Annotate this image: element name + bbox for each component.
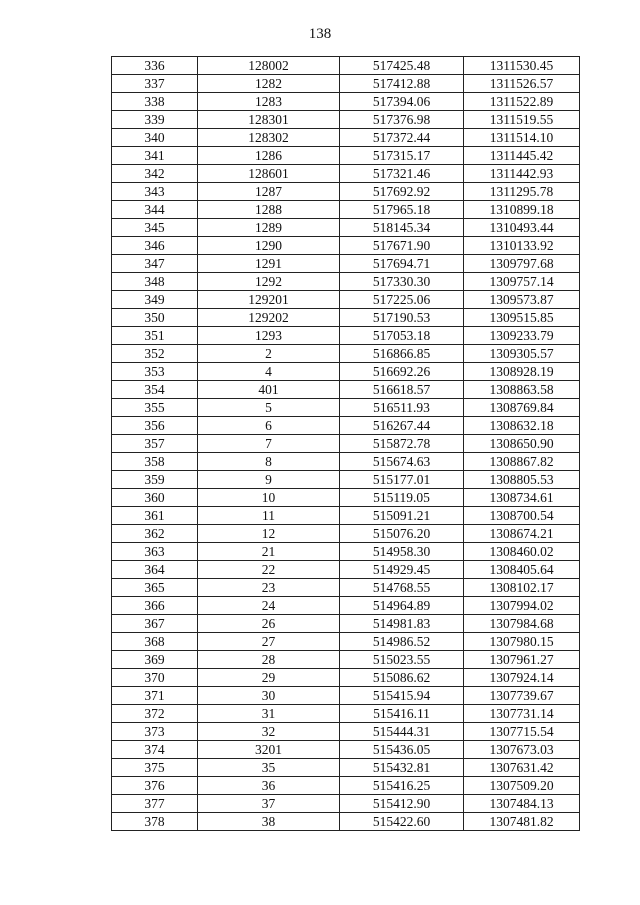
table-row <box>112 543 580 561</box>
y-coordinate-cell: 1307509.20 <box>464 777 580 795</box>
point-number-cell: 1293 <box>198 327 340 345</box>
point-number-cell: 38 <box>198 813 340 831</box>
table-row <box>112 165 580 183</box>
x-coordinate-cell: 515422.60 <box>340 813 464 831</box>
point-number-cell: 10 <box>198 489 340 507</box>
table-row <box>112 669 580 687</box>
point-number-cell: 5 <box>198 399 340 417</box>
point-number-cell: 32 <box>198 723 340 741</box>
point-number-cell: 128002 <box>198 57 340 75</box>
table-row <box>112 561 580 579</box>
table-row <box>112 651 580 669</box>
row-index-cell: 372 <box>112 705 198 723</box>
row-index-cell: 337 <box>112 75 198 93</box>
y-coordinate-cell: 1311519.55 <box>464 111 580 129</box>
point-number-cell: 3201 <box>198 741 340 759</box>
y-coordinate-cell: 1309757.14 <box>464 273 580 291</box>
point-number-cell: 31 <box>198 705 340 723</box>
y-coordinate-cell: 1308867.82 <box>464 453 580 471</box>
y-coordinate-cell: 1308863.58 <box>464 381 580 399</box>
row-index-cell: 349 <box>112 291 198 309</box>
table-row <box>112 435 580 453</box>
point-number-cell: 1286 <box>198 147 340 165</box>
x-coordinate-cell: 517315.17 <box>340 147 464 165</box>
point-number-cell: 129202 <box>198 309 340 327</box>
row-index-cell: 358 <box>112 453 198 471</box>
row-index-cell: 362 <box>112 525 198 543</box>
y-coordinate-cell: 1308632.18 <box>464 417 580 435</box>
y-coordinate-cell: 1311442.93 <box>464 165 580 183</box>
row-index-cell: 360 <box>112 489 198 507</box>
row-index-cell: 345 <box>112 219 198 237</box>
y-coordinate-cell: 1307924.14 <box>464 669 580 687</box>
row-index-cell: 361 <box>112 507 198 525</box>
x-coordinate-cell: 514986.52 <box>340 633 464 651</box>
point-number-cell: 36 <box>198 777 340 795</box>
table-row <box>112 237 580 255</box>
x-coordinate-cell: 517412.88 <box>340 75 464 93</box>
table-row <box>112 363 580 381</box>
table-row <box>112 759 580 777</box>
row-index-cell: 348 <box>112 273 198 291</box>
row-index-cell: 350 <box>112 309 198 327</box>
row-index-cell: 363 <box>112 543 198 561</box>
table-row <box>112 471 580 489</box>
x-coordinate-cell: 517692.92 <box>340 183 464 201</box>
coordinates-table-body <box>112 57 580 831</box>
table-row <box>112 813 580 831</box>
x-coordinate-cell: 516618.57 <box>340 381 464 399</box>
row-index-cell: 340 <box>112 129 198 147</box>
table-row <box>112 705 580 723</box>
table-row <box>112 489 580 507</box>
y-coordinate-cell: 1311522.89 <box>464 93 580 111</box>
x-coordinate-cell: 517372.44 <box>340 129 464 147</box>
table-row <box>112 129 580 147</box>
y-coordinate-cell: 1307984.68 <box>464 615 580 633</box>
x-coordinate-cell: 514958.30 <box>340 543 464 561</box>
row-index-cell: 365 <box>112 579 198 597</box>
point-number-cell: 128601 <box>198 165 340 183</box>
point-number-cell: 1289 <box>198 219 340 237</box>
y-coordinate-cell: 1307673.03 <box>464 741 580 759</box>
x-coordinate-cell: 515674.63 <box>340 453 464 471</box>
table-row <box>112 93 580 111</box>
x-coordinate-cell: 516692.26 <box>340 363 464 381</box>
row-index-cell: 339 <box>112 111 198 129</box>
x-coordinate-cell: 515872.78 <box>340 435 464 453</box>
table-row <box>112 147 580 165</box>
point-number-cell: 37 <box>198 795 340 813</box>
x-coordinate-cell: 515177.01 <box>340 471 464 489</box>
y-coordinate-cell: 1307739.67 <box>464 687 580 705</box>
x-coordinate-cell: 517671.90 <box>340 237 464 255</box>
table-row <box>112 795 580 813</box>
point-number-cell: 7 <box>198 435 340 453</box>
x-coordinate-cell: 517321.46 <box>340 165 464 183</box>
y-coordinate-cell: 1309305.57 <box>464 345 580 363</box>
table-row <box>112 327 580 345</box>
point-number-cell: 1287 <box>198 183 340 201</box>
row-index-cell: 366 <box>112 597 198 615</box>
x-coordinate-cell: 515436.05 <box>340 741 464 759</box>
x-coordinate-cell: 515415.94 <box>340 687 464 705</box>
table-row <box>112 291 580 309</box>
row-index-cell: 355 <box>112 399 198 417</box>
row-index-cell: 373 <box>112 723 198 741</box>
point-number-cell: 28 <box>198 651 340 669</box>
y-coordinate-cell: 1309515.85 <box>464 309 580 327</box>
table-row <box>112 453 580 471</box>
y-coordinate-cell: 1307484.13 <box>464 795 580 813</box>
x-coordinate-cell: 517694.71 <box>340 255 464 273</box>
y-coordinate-cell: 1311445.42 <box>464 147 580 165</box>
point-number-cell: 1291 <box>198 255 340 273</box>
row-index-cell: 356 <box>112 417 198 435</box>
x-coordinate-cell: 515416.25 <box>340 777 464 795</box>
x-coordinate-cell: 515432.81 <box>340 759 464 777</box>
point-number-cell: 11 <box>198 507 340 525</box>
point-number-cell: 1292 <box>198 273 340 291</box>
point-number-cell: 22 <box>198 561 340 579</box>
row-index-cell: 357 <box>112 435 198 453</box>
table-row <box>112 633 580 651</box>
table-row <box>112 381 580 399</box>
x-coordinate-cell: 514929.45 <box>340 561 464 579</box>
table-row <box>112 417 580 435</box>
point-number-cell: 1290 <box>198 237 340 255</box>
x-coordinate-cell: 517394.06 <box>340 93 464 111</box>
table-row <box>112 741 580 759</box>
y-coordinate-cell: 1310493.44 <box>464 219 580 237</box>
table-row <box>112 525 580 543</box>
table-row <box>112 201 580 219</box>
x-coordinate-cell: 514981.83 <box>340 615 464 633</box>
y-coordinate-cell: 1307994.02 <box>464 597 580 615</box>
x-coordinate-cell: 517330.30 <box>340 273 464 291</box>
y-coordinate-cell: 1307980.15 <box>464 633 580 651</box>
point-number-cell: 21 <box>198 543 340 561</box>
row-index-cell: 351 <box>112 327 198 345</box>
x-coordinate-cell: 515444.31 <box>340 723 464 741</box>
table-row <box>112 57 580 75</box>
y-coordinate-cell: 1310899.18 <box>464 201 580 219</box>
x-coordinate-cell: 517965.18 <box>340 201 464 219</box>
point-number-cell: 128302 <box>198 129 340 147</box>
row-index-cell: 359 <box>112 471 198 489</box>
table-row <box>112 219 580 237</box>
y-coordinate-cell: 1308102.17 <box>464 579 580 597</box>
y-coordinate-cell: 1308405.64 <box>464 561 580 579</box>
x-coordinate-cell: 515023.55 <box>340 651 464 669</box>
point-number-cell: 6 <box>198 417 340 435</box>
point-number-cell: 1283 <box>198 93 340 111</box>
row-index-cell: 354 <box>112 381 198 399</box>
point-number-cell: 23 <box>198 579 340 597</box>
table-row <box>112 723 580 741</box>
table-row <box>112 615 580 633</box>
table-row <box>112 255 580 273</box>
table-row <box>112 687 580 705</box>
point-number-cell: 27 <box>198 633 340 651</box>
y-coordinate-cell: 1308769.84 <box>464 399 580 417</box>
x-coordinate-cell: 515416.11 <box>340 705 464 723</box>
table-row <box>112 345 580 363</box>
coordinates-table <box>111 56 580 831</box>
y-coordinate-cell: 1311530.45 <box>464 57 580 75</box>
x-coordinate-cell: 517376.98 <box>340 111 464 129</box>
y-coordinate-cell: 1311295.78 <box>464 183 580 201</box>
y-coordinate-cell: 1308460.02 <box>464 543 580 561</box>
row-index-cell: 336 <box>112 57 198 75</box>
y-coordinate-cell: 1308928.19 <box>464 363 580 381</box>
x-coordinate-cell: 515076.20 <box>340 525 464 543</box>
y-coordinate-cell: 1308700.54 <box>464 507 580 525</box>
row-index-cell: 352 <box>112 345 198 363</box>
row-index-cell: 375 <box>112 759 198 777</box>
y-coordinate-cell: 1307481.82 <box>464 813 580 831</box>
x-coordinate-cell: 515091.21 <box>340 507 464 525</box>
table-row <box>112 507 580 525</box>
y-coordinate-cell: 1311514.10 <box>464 129 580 147</box>
point-number-cell: 2 <box>198 345 340 363</box>
x-coordinate-cell: 515086.62 <box>340 669 464 687</box>
point-number-cell: 4 <box>198 363 340 381</box>
x-coordinate-cell: 514768.55 <box>340 579 464 597</box>
point-number-cell: 24 <box>198 597 340 615</box>
y-coordinate-cell: 1311526.57 <box>464 75 580 93</box>
row-index-cell: 367 <box>112 615 198 633</box>
row-index-cell: 347 <box>112 255 198 273</box>
x-coordinate-cell: 516866.85 <box>340 345 464 363</box>
point-number-cell: 26 <box>198 615 340 633</box>
y-coordinate-cell: 1307715.54 <box>464 723 580 741</box>
x-coordinate-cell: 517190.53 <box>340 309 464 327</box>
y-coordinate-cell: 1308650.90 <box>464 435 580 453</box>
point-number-cell: 1282 <box>198 75 340 93</box>
point-number-cell: 401 <box>198 381 340 399</box>
y-coordinate-cell: 1308734.61 <box>464 489 580 507</box>
point-number-cell: 35 <box>198 759 340 777</box>
x-coordinate-cell: 517053.18 <box>340 327 464 345</box>
x-coordinate-cell: 517425.48 <box>340 57 464 75</box>
page-number: 138 <box>308 26 332 42</box>
row-index-cell: 346 <box>112 237 198 255</box>
row-index-cell: 368 <box>112 633 198 651</box>
row-index-cell: 364 <box>112 561 198 579</box>
y-coordinate-cell: 1307731.14 <box>464 705 580 723</box>
x-coordinate-cell: 518145.34 <box>340 219 464 237</box>
row-index-cell: 378 <box>112 813 198 831</box>
x-coordinate-cell: 516267.44 <box>340 417 464 435</box>
row-index-cell: 374 <box>112 741 198 759</box>
row-index-cell: 376 <box>112 777 198 795</box>
point-number-cell: 30 <box>198 687 340 705</box>
y-coordinate-cell: 1310133.92 <box>464 237 580 255</box>
row-index-cell: 342 <box>112 165 198 183</box>
row-index-cell: 370 <box>112 669 198 687</box>
row-index-cell: 369 <box>112 651 198 669</box>
row-index-cell: 377 <box>112 795 198 813</box>
row-index-cell: 343 <box>112 183 198 201</box>
row-index-cell: 371 <box>112 687 198 705</box>
table-row <box>112 777 580 795</box>
y-coordinate-cell: 1307631.42 <box>464 759 580 777</box>
point-number-cell: 1288 <box>198 201 340 219</box>
point-number-cell: 12 <box>198 525 340 543</box>
table-row <box>112 111 580 129</box>
row-index-cell: 353 <box>112 363 198 381</box>
y-coordinate-cell: 1309573.87 <box>464 291 580 309</box>
table-row <box>112 309 580 327</box>
table-row <box>112 597 580 615</box>
table-row <box>112 399 580 417</box>
point-number-cell: 9 <box>198 471 340 489</box>
row-index-cell: 341 <box>112 147 198 165</box>
y-coordinate-cell: 1309233.79 <box>464 327 580 345</box>
table-row <box>112 183 580 201</box>
table-row <box>112 273 580 291</box>
x-coordinate-cell: 515119.05 <box>340 489 464 507</box>
x-coordinate-cell: 515412.90 <box>340 795 464 813</box>
x-coordinate-cell: 514964.89 <box>340 597 464 615</box>
y-coordinate-cell: 1308805.53 <box>464 471 580 489</box>
point-number-cell: 29 <box>198 669 340 687</box>
point-number-cell: 8 <box>198 453 340 471</box>
table-row <box>112 75 580 93</box>
x-coordinate-cell: 517225.06 <box>340 291 464 309</box>
x-coordinate-cell: 516511.93 <box>340 399 464 417</box>
row-index-cell: 338 <box>112 93 198 111</box>
y-coordinate-cell: 1308674.21 <box>464 525 580 543</box>
row-index-cell: 344 <box>112 201 198 219</box>
y-coordinate-cell: 1307961.27 <box>464 651 580 669</box>
table-row <box>112 579 580 597</box>
y-coordinate-cell: 1309797.68 <box>464 255 580 273</box>
point-number-cell: 128301 <box>198 111 340 129</box>
point-number-cell: 129201 <box>198 291 340 309</box>
